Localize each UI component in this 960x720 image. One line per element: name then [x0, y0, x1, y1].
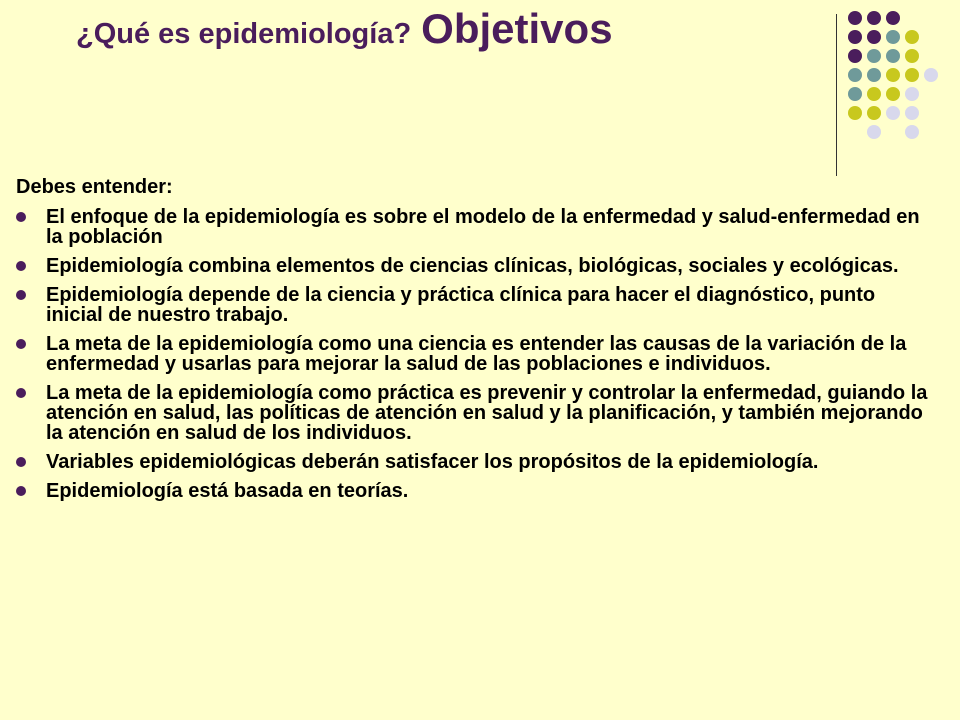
decor-dot-lavender [905, 106, 919, 120]
bullet-text: Epidemiología depende de la ciencia y práctica clínica para hacer el diagnóstico, punto inicial de nuestro trabajo. [46, 284, 876, 326]
bullet-item [14, 285, 934, 325]
decor-dot-olive [886, 87, 900, 101]
bullet-icon [16, 212, 26, 222]
decor-dot-lavender [867, 125, 881, 139]
decor-dot-teal [867, 68, 881, 82]
decor-dot-olive [905, 30, 919, 44]
decor-dot-olive [905, 49, 919, 63]
decor-dot-purple [886, 11, 900, 25]
decor-dot-teal [848, 87, 862, 101]
decor-dot-olive [867, 87, 881, 101]
bullet-text: Epidemiología combina elementos de ciencias clínicas, biológicas, sociales y ecológicas. [46, 255, 899, 277]
decor-dot-lavender [924, 68, 938, 82]
slide-title [76, 5, 816, 52]
decor-dot-olive [848, 106, 862, 120]
bullet-icon [16, 339, 26, 349]
decor-dot-olive [867, 106, 881, 120]
bullet-list [14, 207, 934, 501]
title-divider-line [836, 14, 837, 176]
bullet-item [14, 383, 934, 443]
bullet-item [14, 452, 934, 472]
bullet-icon [16, 290, 26, 300]
decor-dot-teal [867, 49, 881, 63]
intro-text: Debes entender: [16, 176, 173, 198]
decor-dot-lavender [886, 106, 900, 120]
decor-dot-olive [905, 68, 919, 82]
decor-dot-purple [848, 49, 862, 63]
decor-dot-teal [886, 30, 900, 44]
decor-dot-purple [867, 11, 881, 25]
bullet-icon [16, 261, 26, 271]
bullet-icon [16, 388, 26, 398]
decor-dot-teal [886, 49, 900, 63]
decor-dot-purple [867, 30, 881, 44]
decor-dot-olive [886, 68, 900, 82]
bullet-text: La meta de la epidemiología como práctica es prevenir y controlar la enfermedad, guiando la atención en salud, las políticas de atención en salud y la planificación, y también mejorando la atención en salud de los individuos. [46, 382, 928, 444]
slide-body [14, 177, 934, 510]
decor-dot-teal [848, 68, 862, 82]
bullet-icon [16, 486, 26, 496]
bullet-text: El enfoque de la epidemiología es sobre el modelo de la enfermedad y salud-enfermedad en la población [46, 206, 920, 248]
decorative-dot-grid [848, 11, 948, 156]
bullet-text: Variables epidemiológicas deberán satisfacer los propósitos de la epidemiología. [46, 451, 819, 473]
decor-dot-purple [848, 30, 862, 44]
bullet-text: Epidemiología está basada en teorías. [46, 480, 409, 502]
decor-dot-lavender [905, 125, 919, 139]
bullet-item [14, 481, 934, 501]
bullet-item [14, 207, 934, 247]
bullet-text: La meta de la epidemiología como una ciencia es entender las causas de la variación de la enfermedad y usarlas para mejorar la salud de las poblaciones e individuos. [46, 333, 907, 375]
decor-dot-lavender [905, 87, 919, 101]
bullet-item [14, 334, 934, 374]
title-question: ¿Qué es epidemiología? [76, 18, 412, 50]
decor-dot-purple [848, 11, 862, 25]
bullet-icon [16, 457, 26, 467]
bullet-item [14, 256, 934, 276]
title-objectives: Objetivos [421, 5, 613, 52]
